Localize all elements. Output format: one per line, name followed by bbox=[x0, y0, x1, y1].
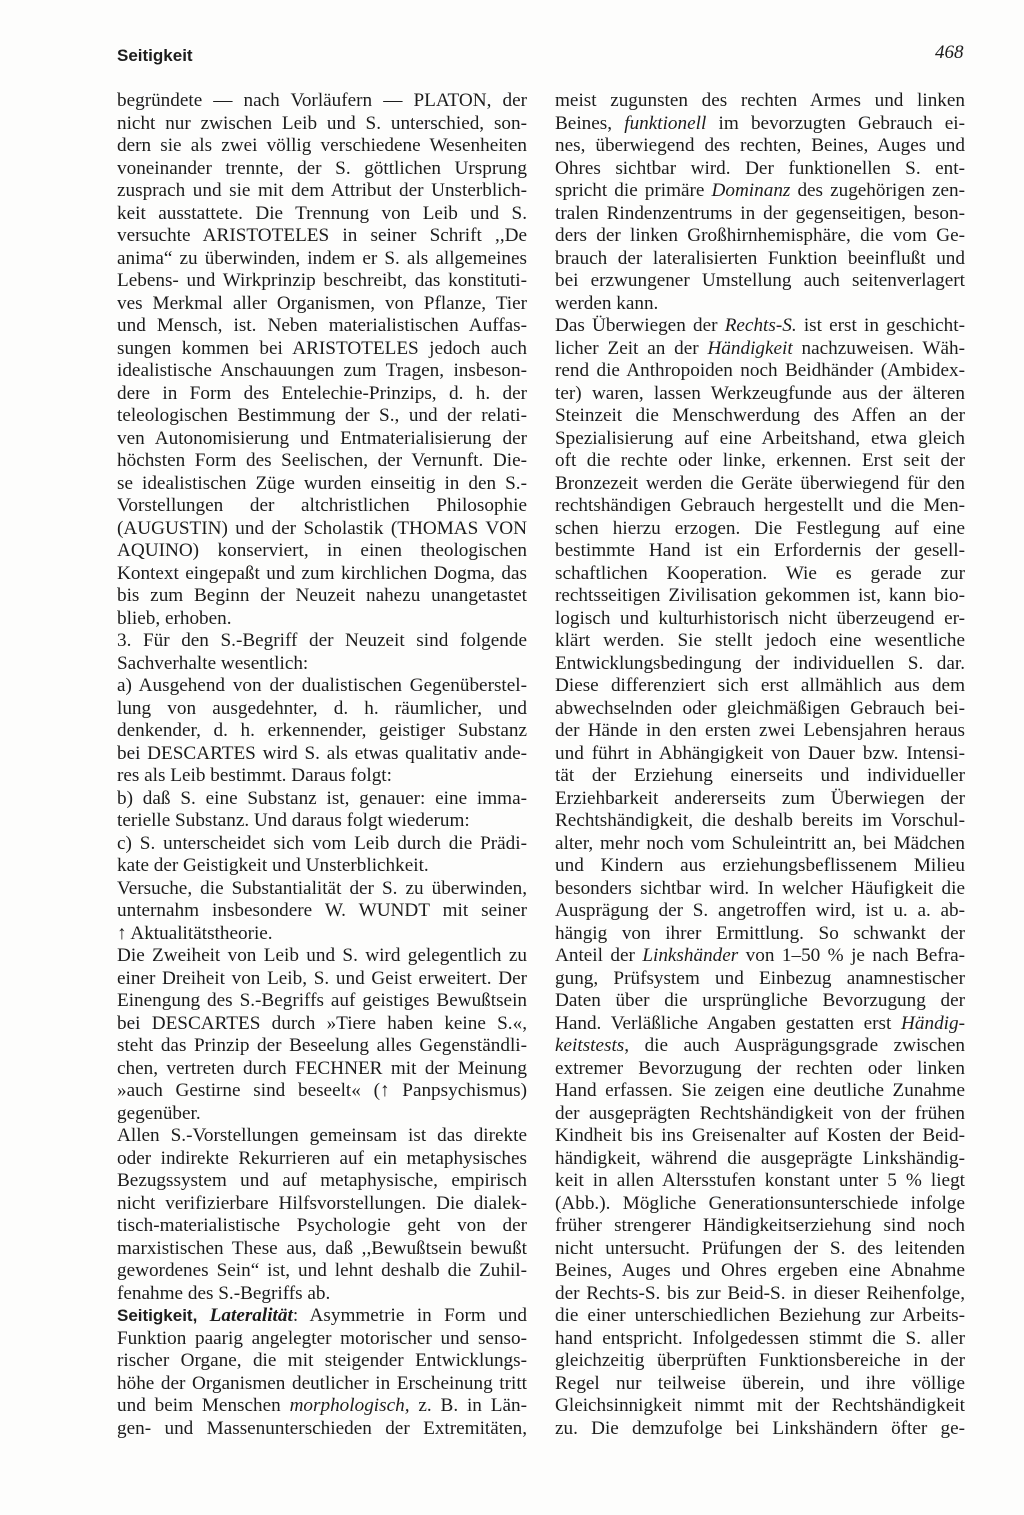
text-line: zusprach und sie mit dem Attribut der Unsterblich- bbox=[117, 180, 527, 201]
text-line: früher strengerer Händigkeitserziehung sind noch bbox=[555, 1215, 965, 1236]
text-line: Diese differenziert sich erst allmählich aus dem bbox=[555, 675, 965, 696]
text-line: bis zum Beginn der Neuzeit nahezu unangetastet bbox=[117, 585, 527, 606]
emphasized-term: Händigkeit bbox=[707, 337, 793, 359]
text-line: Allen S.-Vorstellungen gemeinsam ist das direkte bbox=[117, 1125, 527, 1146]
text-line: AQUINO) konserviert, in einen theologischen bbox=[117, 540, 527, 561]
text-segment: Beines, bbox=[555, 112, 625, 134]
text-line: und Mensch, ist. Neben materialistischen Auffas- bbox=[117, 315, 527, 336]
text-line: nes, überwiegend des rechten, Beines, Auges und bbox=[555, 135, 965, 156]
text-line: Gleichsinnigkeit nimmt mit der Rechtshändigkeit bbox=[555, 1395, 965, 1416]
text-line: händigkeit, während die ausgeprägte Linkshändig- bbox=[555, 1147, 965, 1169]
text-line: rechtsseitigen Zivilisation gekommen ist, kann bio- bbox=[555, 585, 965, 606]
emphasized-term: Händig- bbox=[901, 1012, 965, 1034]
text-line: logisch und kulturhistorisch nicht überzeugend er- bbox=[555, 607, 965, 629]
text-line: meist zugunsten des rechten Armes und linken bbox=[555, 90, 965, 111]
text-line: unternahm insbesondere W. WUNDT mit seiner bbox=[117, 900, 527, 921]
emphasized-term: Rechts-S. bbox=[724, 315, 797, 336]
text-line: gegenüber. bbox=[117, 1102, 201, 1124]
text-line bbox=[555, 113, 965, 136]
text-line: höhe der Organismen deutlicher in Erscheinung tritt bbox=[117, 1372, 527, 1394]
text-line: (AUGUSTIN) und der Scholastik (THOMAS VON bbox=[117, 517, 527, 539]
text-line: fenahme des S.-Begriffs ab. bbox=[117, 1282, 331, 1304]
text-line: extremer Bevorzugung der rechten oder linken bbox=[555, 1057, 965, 1079]
text-line: bestimmte Hand ist ein Erfordernis der gesell- bbox=[555, 540, 965, 561]
text-line: schen hierzu erzogen. Die Festlegung auf eine bbox=[555, 517, 965, 539]
left-text-column bbox=[117, 90, 527, 1440]
text-line: Regel nur teilweise überein, und ihre völlige bbox=[555, 1372, 965, 1394]
text-line: b) daß S. eine Substanz ist, genauer: eine imma- bbox=[117, 787, 527, 809]
text-line: Vorstellungen der altchristlichen Philosophie bbox=[117, 495, 527, 516]
text-segment: von 1–50 % je nach Befra- bbox=[738, 945, 965, 966]
emphasized-term: Linkshänder bbox=[642, 945, 739, 966]
text-line bbox=[555, 1035, 965, 1058]
text-line: brauch der lateralisierten Funktion beeinflußt und bbox=[555, 247, 965, 269]
text-line: ven Autonomisierung und Entmaterialisierung der bbox=[117, 427, 527, 449]
text-line: Versuche, die Substantialität der S. zu überwinden, bbox=[117, 877, 527, 899]
text-line: keit in allen Altersstufen konstant unter 5 % liegt bbox=[555, 1170, 965, 1191]
text-line: Erziehbarkeit andererseits zum Überwiegen der bbox=[555, 787, 965, 809]
text-line: klärt werden. Sie stellt jedoch eine wesentliche bbox=[555, 630, 965, 651]
text-line: bei DESCARTES durch »Tiere haben keine S.«, bbox=[117, 1012, 527, 1034]
text-line: Rechtshändigkeit, die deshalb bereits im Vorschul- bbox=[555, 810, 965, 831]
text-line: Ohres sichtbar wird. Der funktionellen S. ent- bbox=[555, 157, 965, 179]
text-line: ves Merkmal aller Organismen, von Pflanze, Tier bbox=[117, 292, 527, 314]
text-line: idealistische Anschauungen zum Tragen, insbeson- bbox=[117, 360, 527, 381]
text-line: lung von ausgedehnter, d. h. räumlicher, und bbox=[117, 697, 527, 719]
text-line: nicht untersucht. Prüfungen der S. des leitenden bbox=[555, 1237, 965, 1259]
text-line: kate der Geistigkeit und Unsterblichkeit. bbox=[117, 855, 429, 876]
text-line: blieb, erhoben. bbox=[117, 607, 232, 629]
entry-headword: Seitigkeit, bbox=[117, 1306, 210, 1325]
text-line: tralen Rindenzentrums in der gegenseitigen, beson- bbox=[555, 202, 965, 224]
text-line: Lebens- und Wirkprinzip beschreibt, das konstituti- bbox=[117, 270, 527, 291]
text-segment: ist erst in geschicht- bbox=[796, 315, 965, 336]
text-line: einer Dreiheit von Leib, S. und Geist erweitert. Der bbox=[117, 967, 527, 989]
text-segment: des zugehörigen zen- bbox=[790, 180, 965, 201]
text-line: nicht nur zwischen Leib und S. unterschied, son- bbox=[117, 112, 527, 134]
text-line: steht das Prinzip der Beseelung alles Gegenständli- bbox=[117, 1035, 527, 1056]
text-line: besonders sichtbar wird. In welcher Häufigkeit die bbox=[555, 877, 965, 899]
text-line: ders der linken Großhirnhemisphäre, die vom Ge- bbox=[555, 225, 965, 246]
text-line: Steinzeit die Menschwerdung des Affen an der bbox=[555, 405, 965, 426]
text-segment: nachzuweisen. Wäh- bbox=[792, 337, 965, 359]
text-segment: : Asymmetrie in Form und bbox=[292, 1305, 527, 1326]
text-line: »auch Gestirne sind beseelt« (↑ Panpsychismus) bbox=[117, 1080, 527, 1101]
text-line: Ausprägung der S. angetroffen wird, ist u. a. ab- bbox=[555, 900, 965, 921]
text-line: Beines, Auges und Ohres ergeben eine Abnahme bbox=[555, 1260, 965, 1281]
text-line: tät der Erziehung einerseits und individueller bbox=[555, 765, 965, 786]
text-line: der Hände in den ersten zwei Lebensjahren heraus bbox=[555, 720, 965, 741]
text-line: Kontext eingepaßt und zum kirchlichen Dogma, das bbox=[117, 562, 527, 584]
text-line: Sachverhalte wesentlich: bbox=[117, 652, 309, 674]
text-line bbox=[555, 180, 965, 203]
emphasized-term: funktionell bbox=[624, 112, 707, 134]
text-line: der Rechts-S. bis zur Beid-S. in dieser Reihenfolge, bbox=[555, 1282, 965, 1304]
text-line: bei erzwungener Umstellung auch seitenverlagert bbox=[555, 270, 965, 291]
text-line: schaftlichen Kooperation. Wie es gerade zur bbox=[555, 562, 965, 584]
text-segment: z. B. in Län- bbox=[409, 1395, 527, 1416]
text-line: zu. Die demzufolge bei Linkshändern öfter ge- bbox=[555, 1417, 965, 1439]
text-segment: im bevorzugten Gebrauch ei- bbox=[706, 112, 965, 134]
text-line: der ausgeprägten Rechtshändigkeit von der frühen bbox=[555, 1102, 965, 1124]
text-line: hand entspricht. Infolgedessen stimmt die S. aller bbox=[555, 1327, 965, 1349]
text-line: gewordenes Sein“ ist, und lehnt deshalb die Zuhil- bbox=[117, 1260, 527, 1281]
text-line: versuchte ARISTOTELES in seiner Schrift ,,De bbox=[117, 225, 527, 246]
text-line: nicht verifizierbare Hilfsvorstellungen. Die dialek- bbox=[117, 1192, 527, 1214]
text-line: chen, vertreten durch FECHNER mit der Meinung bbox=[117, 1057, 527, 1079]
text-line: und Kindern aus erziehungsbeflissenem Milieu bbox=[555, 855, 965, 876]
text-line: begründete — nach Vorläufern — PLATON, der bbox=[117, 90, 527, 111]
text-line: ter) waren, lassen Werkzeugfunde aus der älteren bbox=[555, 382, 965, 404]
text-line: dern sie als zwei völlig verschiedene Wesenheiten bbox=[117, 135, 527, 156]
text-line: denkender, d. h. erkennender, geistiger Substanz bbox=[117, 720, 527, 741]
emphasized-term: keitstests bbox=[555, 1035, 625, 1056]
text-line: c) S. unterscheidet sich vom Leib durch die Prädi- bbox=[117, 832, 527, 854]
text-line bbox=[117, 1395, 527, 1418]
text-line: ↑ Aktualitätstheorie. bbox=[117, 922, 273, 944]
text-line: rend die Anthropoiden noch Beidhänder (Ambidex- bbox=[555, 360, 965, 381]
text-line: Kindheit bis ins Greisenalter auf Kosten der Beid- bbox=[555, 1125, 965, 1146]
text-line: (Abb.). Mögliche Generationsunterschiede infolge bbox=[555, 1192, 965, 1214]
text-line: teleologischen Bestimmung der S., und der relati- bbox=[117, 405, 527, 426]
text-line: oder indirekte Rekurrieren auf ein metaphysisches bbox=[117, 1147, 527, 1169]
text-line bbox=[555, 315, 965, 338]
text-line: Hand erfassen. Sie zeigen eine deutliche Zunahme bbox=[555, 1080, 965, 1101]
text-segment: licher Zeit an der bbox=[555, 337, 708, 359]
text-segment: Anteil der bbox=[555, 945, 643, 966]
text-line: anima“ zu überwinden, indem er S. als allgemeines bbox=[117, 247, 527, 269]
page-number: 468 bbox=[935, 42, 964, 63]
text-line: tisch-materialistische Psychologie geht von der bbox=[117, 1215, 527, 1236]
text-line: sungen kommen bei ARISTOTELES jedoch auch bbox=[117, 337, 527, 359]
text-line: marxistischen These aus, daß ,,Bewußtsein bewußt bbox=[117, 1237, 527, 1259]
text-segment: spricht die primäre bbox=[555, 180, 712, 201]
running-header-term: Seitigkeit bbox=[117, 46, 193, 65]
text-line: Bronzezeit werden die Geräte überwiegend für den bbox=[555, 472, 965, 494]
text-segment: Das Überwiegen der bbox=[555, 315, 725, 336]
text-line: res als Leib bestimmt. Daraus folgt: bbox=[117, 765, 392, 786]
text-line: abwechselnden oder gleichmäßigen Gebrauch bei- bbox=[555, 697, 965, 719]
text-line: werden kann. bbox=[555, 292, 659, 314]
text-line: se idealistischen Züge wurden einseitig in den S.- bbox=[117, 472, 527, 494]
text-line: Spezialisierung auf eine Arbeitshand, etwa gleich bbox=[555, 427, 965, 449]
text-line: oft die rechte oder linke, erkennen. Erst seit der bbox=[555, 450, 965, 471]
text-line: gung, Prüfsystem und Einbezug anamnestischer bbox=[555, 967, 965, 989]
text-line: Funktion paarig angelegter motorischer und senso- bbox=[117, 1327, 527, 1349]
text-line: a) Ausgehend von der dualistischen Gegenüberstel- bbox=[117, 675, 527, 696]
text-line: die einer unterschiedlichen Beziehung zur Arbeits- bbox=[555, 1305, 965, 1326]
text-segment: und beim Menschen bbox=[117, 1395, 290, 1416]
text-line: keit ausstattete. Die Trennung von Leib und S. bbox=[117, 202, 527, 224]
text-line bbox=[555, 338, 965, 361]
text-segment: Hand. Verläßliche Angaben gestatten erst bbox=[555, 1012, 902, 1034]
text-line: rischer Organe, die mit steigender Entwicklungs- bbox=[117, 1350, 527, 1371]
text-line: Daten über die ursprüngliche Bevorzugung der bbox=[555, 990, 965, 1011]
text-line: rechtshändigen Gebrauch hergestellt und die Men- bbox=[555, 495, 965, 516]
text-line: alter, mehr noch vom Schuleintritt an, bei Mädchen bbox=[555, 832, 965, 854]
emphasized-term: morphologisch, bbox=[289, 1395, 410, 1416]
emphasized-term: Dominanz bbox=[711, 180, 791, 201]
text-line: Bezugssystem und auf metaphysische, empirisch bbox=[117, 1170, 527, 1191]
text-line: höchsten Form des Seelischen, der Vernunft. Die- bbox=[117, 450, 527, 471]
text-line: gleichzeitig überprüften Funktionsbereiche in der bbox=[555, 1350, 965, 1371]
text-line: dere in Form des Entelechie-Prinzips, d. h. der bbox=[117, 382, 527, 404]
text-line: Einengung des S.-Begriffs auf geistiges Bewußtsein bbox=[117, 990, 527, 1011]
text-line: gen- und Massenunterschieden der Extremitäten, bbox=[117, 1417, 527, 1439]
text-line: hängig von ihrer Ermittlung. So schwankt der bbox=[555, 922, 965, 944]
text-line: und führt in Abhängigkeit von Dauer bzw. Intensi- bbox=[555, 742, 965, 764]
text-line: terielle Substanz. Und daraus folgt wiederum: bbox=[117, 810, 470, 831]
text-line: Die Zweiheit von Leib und S. wird gelegentlich zu bbox=[117, 945, 527, 966]
text-line: 3. Für den S.-Begriff der Neuzeit sind folgende bbox=[117, 630, 527, 651]
text-line: Entwicklungsbedingung der individuellen S. dar. bbox=[555, 652, 965, 674]
text-line: voneinander trennte, der S. göttlichen Ursprung bbox=[117, 157, 527, 179]
text-segment: , die auch Ausprägungsgrade zwischen bbox=[624, 1035, 965, 1056]
text-line bbox=[117, 1305, 527, 1328]
text-line bbox=[555, 945, 965, 968]
right-text-column bbox=[555, 90, 965, 1440]
text-line: bei DESCARTES wird S. als etwas qualitativ ande- bbox=[117, 742, 527, 764]
text-line bbox=[555, 1013, 965, 1036]
entry-headword: Lateralität bbox=[209, 1305, 293, 1326]
